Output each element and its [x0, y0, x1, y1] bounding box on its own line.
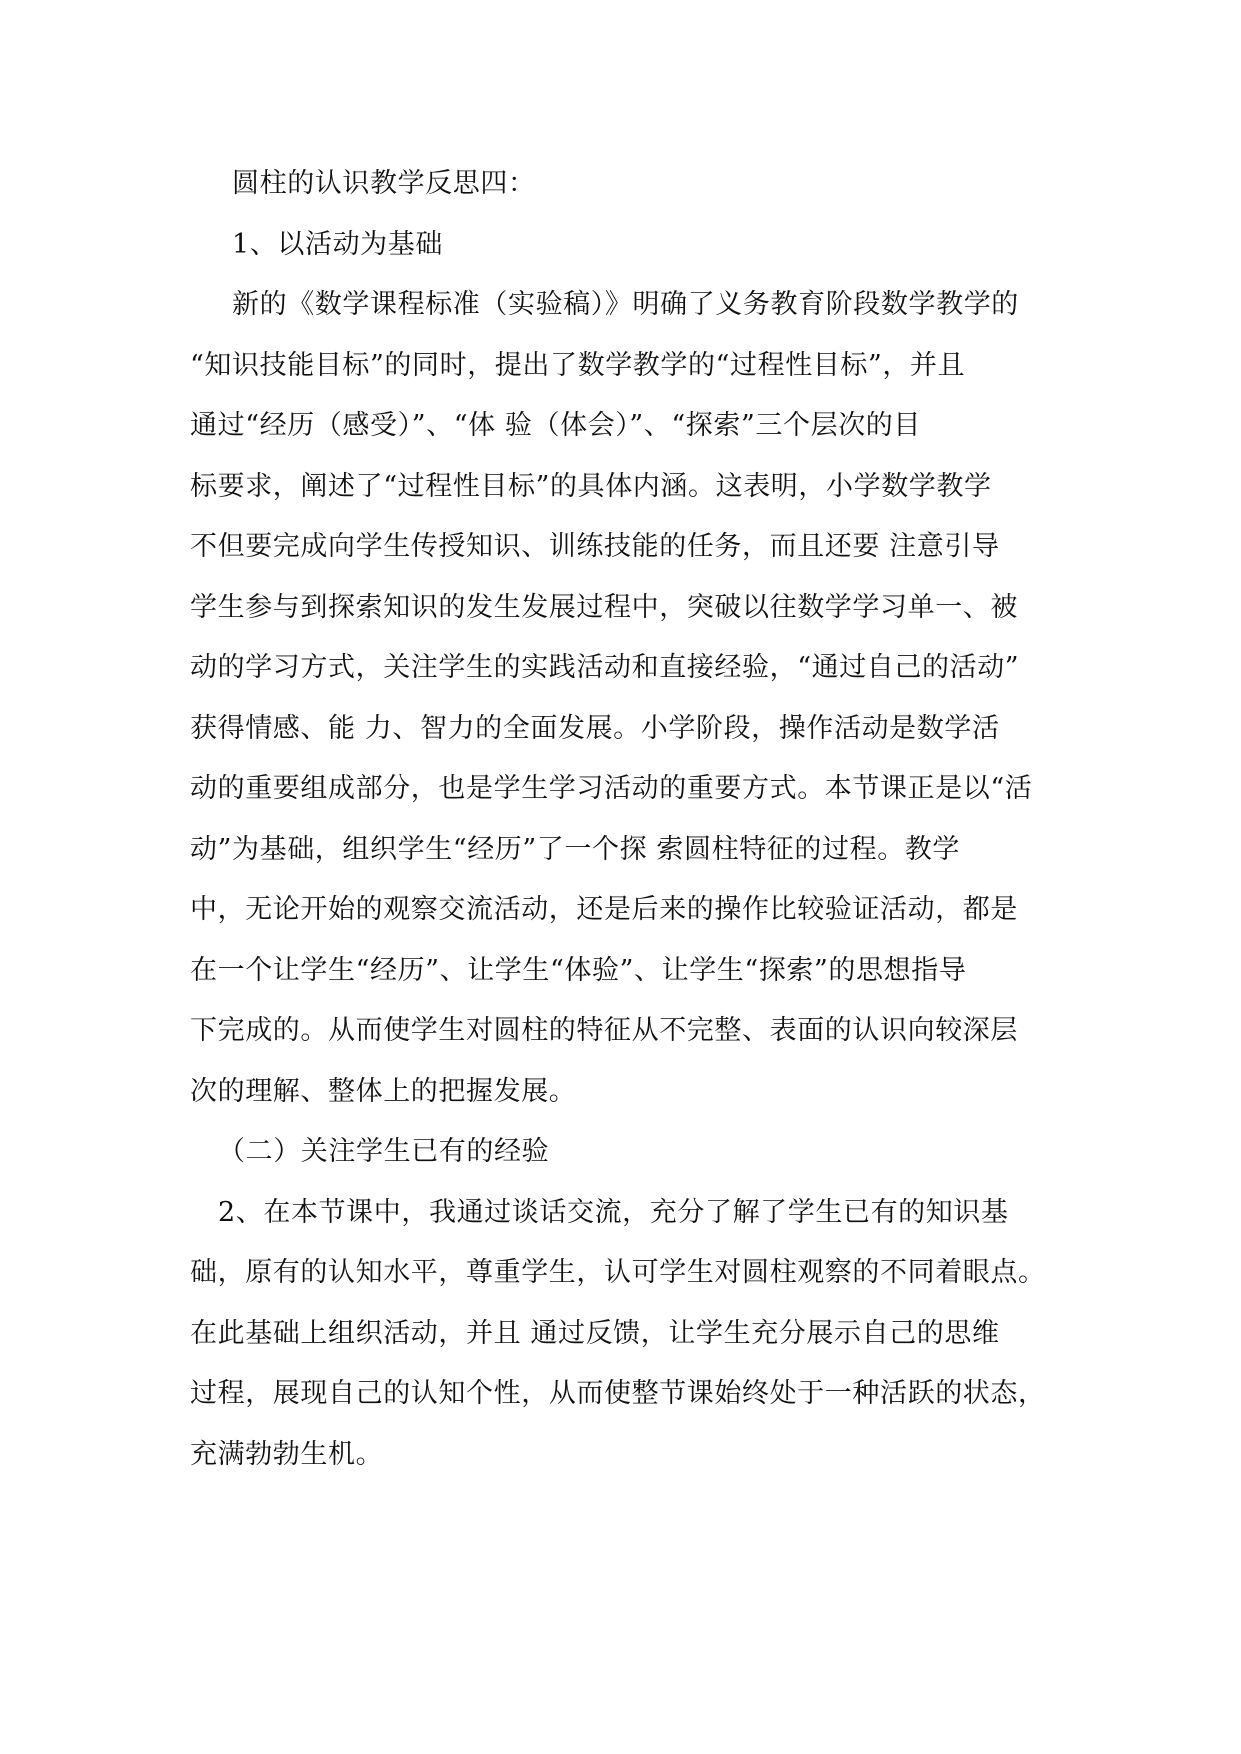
paragraph-1-line: 标要求，阐述了“过程性目标”的具体内涵。这表明，小学数学教学 — [190, 470, 992, 502]
paragraph-1-line: 下完成的。从而使学生对圆柱的特征从不完整、表面的认识向较深层 — [190, 1015, 1018, 1046]
paragraph-1-line: 不但要完成向学生传授知识、训练技能的任务，而且还要 注意引导 — [190, 531, 1000, 562]
paragraph-2-line: 在此基础上组织活动，并且 通过反馈，让学生充分展示自己的思维 — [190, 1317, 1000, 1349]
paragraph-2-line: 充满勃勃生机。 — [190, 1438, 384, 1470]
section-2-title: （二）关注学生已有的经验 — [218, 1136, 550, 1167]
paragraph-1-line: 动的学习方式，关注学生的实践活动和直接经验，“通过自己的活动” — [190, 652, 1020, 683]
section-1-title: 1、以活动为基础 — [232, 228, 443, 260]
paragraph-1-line: 动的重要组成部分，也是学生学习活动的重要方式。本节课正是以“活 — [190, 773, 1033, 804]
paragraph-2-line: 过程，展现自己的认知个性，从而使整节课始终处于一种活跃的状态， — [190, 1378, 1046, 1409]
paragraph-1-line: “知识技能目标”的同时，提出了数学教学的“过程性目标”，并且 — [190, 349, 966, 381]
paragraph-2-line: 础，原有的认知水平，尊重学生，认可学生对圆柱观察的不同着眼点。 — [190, 1257, 1046, 1288]
document-heading: 圆柱的认识教学反思四： — [232, 168, 536, 199]
paragraph-1-line: 学生参与到探索知识的发生发展过程中，突破以往数学学习单一、被 — [190, 591, 1018, 623]
paragraph-1-line: 次的理解、整体上的把握发展。 — [190, 1075, 577, 1107]
paragraph-1-line: 在一个让学生“经历”、让学生“体验”、让学生“探索”的思想指导 — [190, 954, 967, 986]
paragraph-1-line: 中，无论开始的观察交流活动，还是后来的操作比较验证活动，都是 — [190, 894, 1018, 925]
paragraph-1-line: 获得情感、能 力、智力的全面发展。小学阶段，操作活动是数学活 — [190, 712, 1000, 744]
paragraph-2-line: 2、在本节课中，我通过谈话交流，充分了解了学生已有的知识基 — [218, 1196, 1009, 1228]
paragraph-1-line: 新的《数学课程标准（实验稿）》明确了义务教育阶段数学教学的 — [232, 289, 1019, 320]
paragraph-1-line: 通过“经历（感受）”、“体 验（体会）”、“探索”三个层次的目 — [190, 410, 922, 441]
document-body — [190, 154, 1070, 1485]
paragraph-1-line: 动”为基础，组织学生“经历”了一个探 索圆柱特征的过程。教学 — [190, 833, 960, 865]
